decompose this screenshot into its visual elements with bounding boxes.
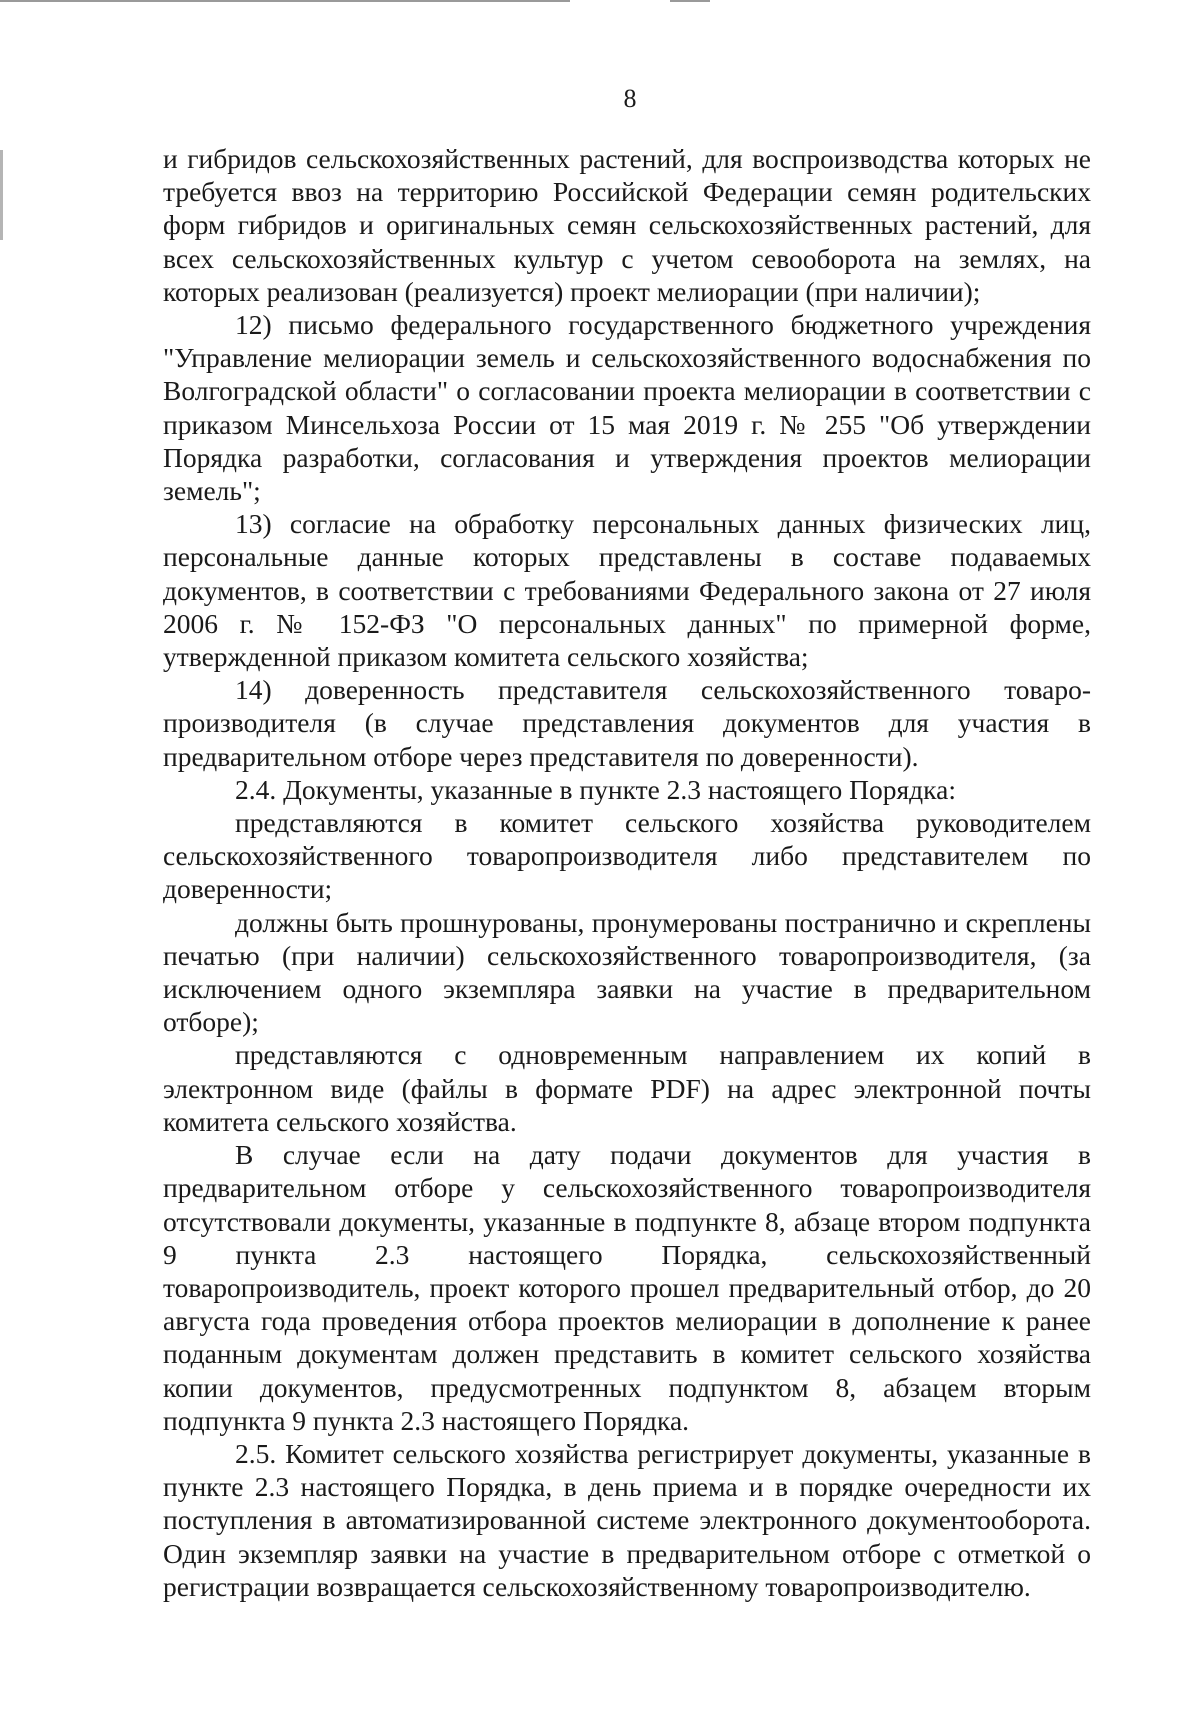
paragraph-section-2-5: 2.5. Комитет сельского хозяйства регистрирует документы, указанные в пункте 2.3 настоящего Порядка, в день приема и в порядке очередности их поступления в автоматизированной системе электронного документооборота. Один экземпляр заявки на участие в предварительном отборе с отметкой о регистрации возвращается сельскохозяйственному товаропроизводителю. — [163, 1437, 1091, 1602]
paragraph-continuation: и гибридов сельскохозяйственных растений, для воспроизводства которых не требуется ввоз на территорию Российской Федерации семян родительских форм гибридов и оригинальных семян сельскохозяйственных растений, для всех сельскохозяйственных культур с учетом севооборота на землях, на которых реализован (реализуется) проект мелиорации (при наличии); — [163, 143, 1091, 307]
paragraph-electronic-copies: представляются с одновременным направлением их копий в электронном виде (файлы в формате PDF) на адрес электронной почты комитета сельского хозяйства. — [163, 1039, 1091, 1137]
paragraph-item-13: 13) согласие на обработку персональных данных физических лиц, персональные данные которых представлены в составе подаваемых документов, в соответствии с требованиями Федерального закона от 27 июля 2006 г. № 152-ФЗ "О персональных данных" по примерной форме, утвержденной приказом комитета сельского хозяйства; — [163, 508, 1091, 673]
paragraph-item-14: 14) доверенность представителя сельскохозяйственного товаропроизводителя (в случае представления документов для участия в предварительном отборе через представителя по доверенности). — [163, 674, 1091, 772]
paragraph-section-2-4: 2.4. Документы, указанные в пункте 2.3 настоящего Порядка: — [235, 773, 956, 805]
paragraph-binding: должны быть прошнурованы, пронумерованы постранично и скреплены печатью (при наличии) сельскохозяйственного товаропроизводителя, (за исключением одного экземпляра заявки на участие в предварительном отборе); — [163, 906, 1091, 1038]
paragraph-missing-documents: В случае если на дату подачи документов для участия в предварительном отборе у сельскохозяйственного товаропроизводителя отсутствовали документы, указанные в подпункте 8, абзаце втором подпункта 9 пункта 2.3 настоящего Порядка, сельскохозяйственный товаропроизводитель, проект которого прошел предварительный отбор, до 20 августа года проведения отбора проектов мелиорации в дополнение к ранее поданным документам должен представить в комитет сельского хозяйства копии документов, предусмотренных подпунктом 8, абзацем вторым подпункта 9 пункта 2.3 настоящего Порядка. — [163, 1139, 1091, 1436]
scan-edge-top-fragment — [670, 0, 710, 2]
document-body — [163, 142, 1091, 1603]
scan-edge-top — [0, 0, 570, 2]
page-number: 8 — [623, 84, 637, 113]
scan-edge-left — [0, 150, 3, 240]
paragraph-submission: представляются в комитет сельского хозяйства руководителем сельскохозяйственного товаропроизводителя либо представителем по доверенности; — [163, 807, 1091, 905]
paragraph-item-12: 12) письмо федерального государственного бюджетного учреждения "Управление мелиорации земель и сельскохозяйственного водоснабжения по Волгоградской области" о согласовании проекта мелиорации в соответствии с приказом Минсельхоза России от 15 мая 2019 г. № 255 "Об утверждении Порядка разработки, согласования и утверждения проектов мелиорации земель"; — [163, 309, 1091, 507]
